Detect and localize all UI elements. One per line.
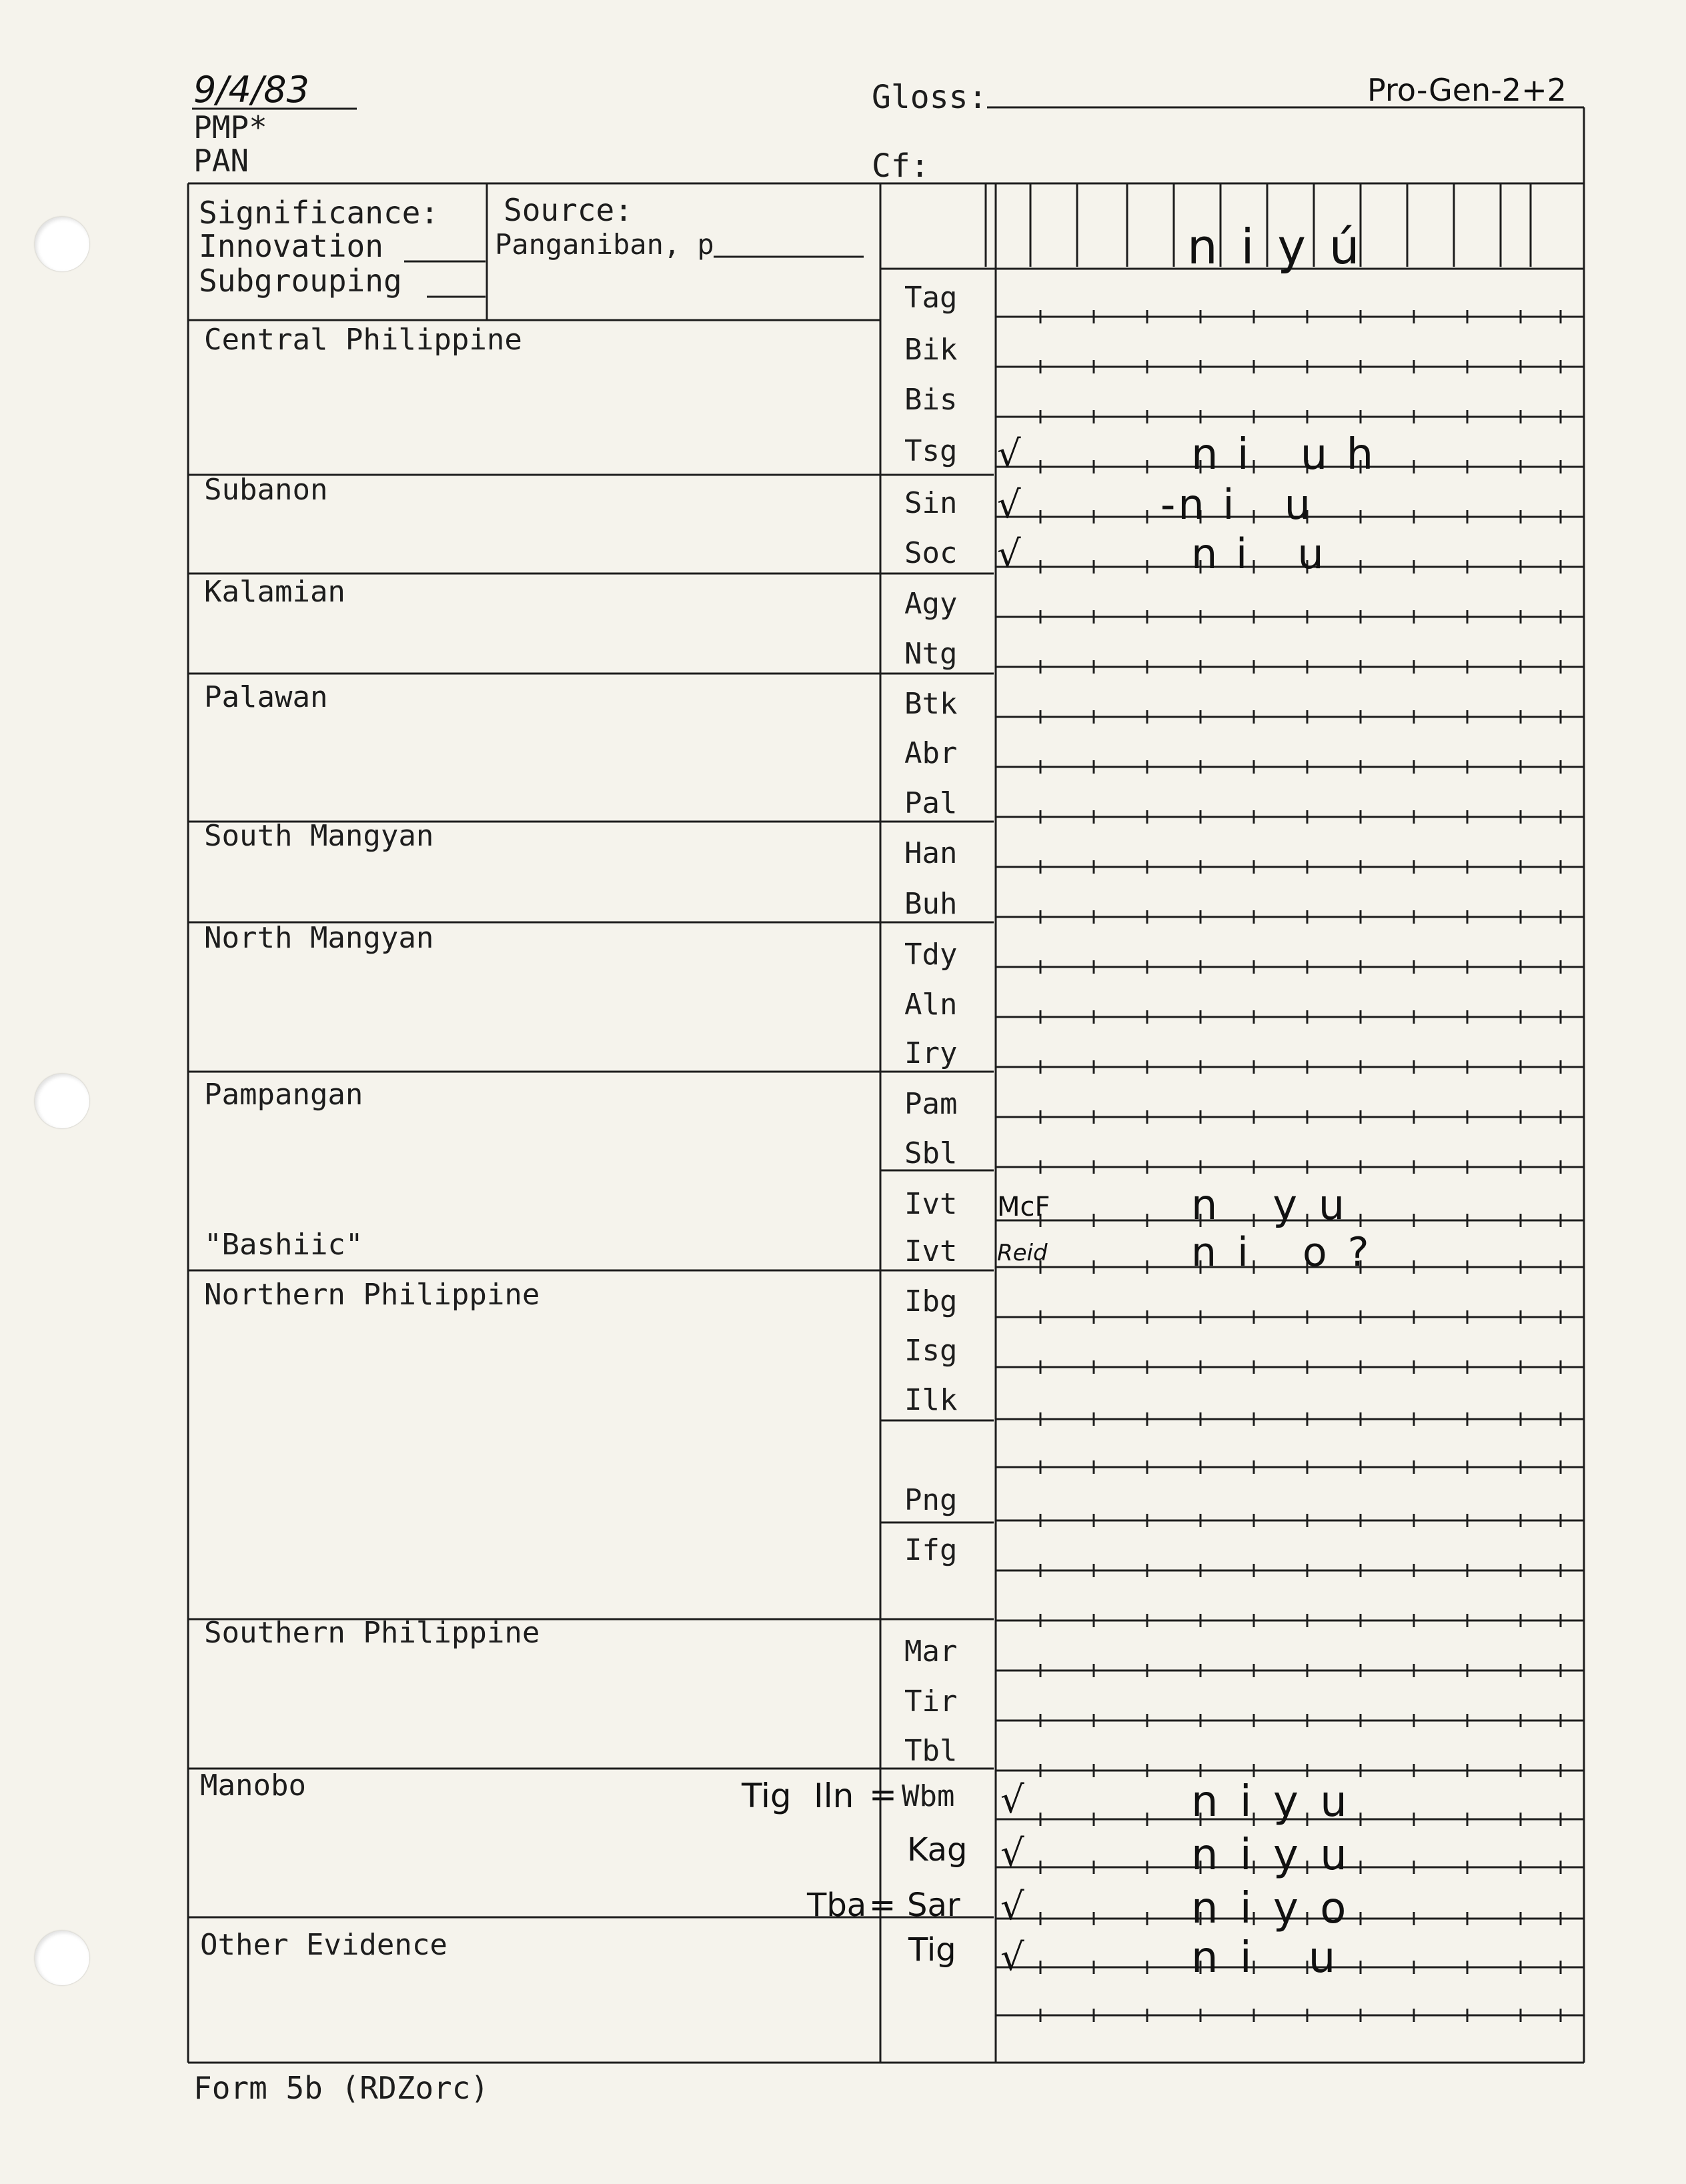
group-manobo: Manobo: [200, 1769, 306, 1803]
lang-aln: Aln: [904, 988, 958, 1022]
soc-form: n i u: [1191, 529, 1327, 578]
pan-label: PAN: [193, 143, 249, 179]
lang-isg: Isg: [904, 1334, 958, 1368]
lang-mar: Mar: [904, 1634, 958, 1669]
lang-bis: Bis: [904, 383, 958, 417]
lang-soc: Soc: [904, 536, 958, 570]
gloss-label: Gloss:: [872, 79, 988, 116]
kag-check: √: [1000, 1832, 1024, 1875]
tig-form: n i u: [1191, 1933, 1340, 1983]
ivt1-form: n y u: [1191, 1180, 1349, 1229]
reference-code: Pro-Gen-2+2: [1367, 72, 1567, 108]
lang-tig: Tig: [908, 1931, 956, 1969]
lang-buh: Buh: [904, 887, 958, 921]
lang-tbl: Tbl: [904, 1734, 958, 1768]
group-north-mangyan: North Mangyan: [204, 921, 434, 955]
lang-tir: Tir: [904, 1685, 958, 1719]
lang-ifg: Ifg: [904, 1533, 958, 1567]
group-pampangan: Pampangan: [204, 1078, 363, 1112]
ivt2-source: Reid: [997, 1240, 1048, 1266]
group-southern-philippine: Southern Philippine: [204, 1616, 540, 1650]
lang-ntg: Ntg: [904, 637, 958, 671]
lang-pal: Pal: [904, 786, 958, 820]
lang-agy: Agy: [904, 587, 958, 621]
tig-check: √: [1000, 1936, 1024, 1979]
lang-iry: Iry: [904, 1036, 958, 1070]
lang-ibg: Ibg: [904, 1284, 958, 1318]
lang-kag: Kag: [907, 1831, 968, 1869]
lang-sbl: Sbl: [904, 1136, 958, 1170]
lang-bik: Bik: [904, 333, 958, 367]
sin-form: -n i u: [1160, 480, 1314, 529]
group-south-mangyan: South Mangyan: [204, 819, 434, 853]
lang-tag: Tag: [904, 281, 958, 315]
ivt1-source: McF: [997, 1192, 1050, 1222]
lang-png: Png: [904, 1483, 958, 1517]
source-label: Source:: [504, 192, 633, 228]
note-iln: Iln: [814, 1777, 854, 1815]
note-tba: Tba: [807, 1887, 867, 1924]
lang-ivt-1: Ivt: [904, 1187, 958, 1221]
headword: n i y ú: [1187, 219, 1364, 275]
wbm-check: √: [1000, 1779, 1024, 1822]
lang-ivt-2: Ivt: [904, 1234, 958, 1268]
group-northern-philippine: Northern Philippine: [204, 1278, 540, 1312]
subgrouping-label: Subgrouping: [199, 263, 402, 299]
note-equals-2: =: [869, 1887, 896, 1924]
lang-sar: Sar: [907, 1887, 960, 1924]
form-footer: Form 5b (RDZorc): [193, 2070, 490, 2106]
sar-check: √: [1000, 1885, 1024, 1929]
lang-tdy: Tdy: [904, 938, 958, 972]
group-subanon: Subanon: [204, 473, 328, 507]
lang-ilk: Ilk: [904, 1383, 958, 1417]
innovation-label: Innovation: [199, 228, 383, 264]
sar-form: n i y o: [1191, 1884, 1351, 1933]
kag-form: n i y u: [1191, 1831, 1351, 1880]
wbm-form: n i y u: [1191, 1777, 1351, 1827]
group-other-evidence: Other Evidence: [200, 1928, 448, 1962]
lang-han: Han: [904, 836, 958, 870]
lang-sin: Sin: [904, 486, 958, 520]
sin-check: √: [997, 483, 1021, 527]
note-equals-1: =: [869, 1775, 897, 1814]
ivt2-form: n i o ?: [1191, 1229, 1373, 1276]
lang-tsg: Tsg: [904, 434, 958, 468]
group-palawan: Palawan: [204, 680, 328, 714]
group-kalamian: Kalamian: [204, 575, 345, 609]
group-bashiic: "Bashiic": [204, 1228, 363, 1262]
date: 9/4/83: [193, 69, 309, 111]
lang-wbm: Wbm: [902, 1779, 955, 1813]
note-tig: Tig: [742, 1777, 792, 1815]
lang-pam: Pam: [904, 1087, 958, 1121]
source-value: Panganiban, p: [495, 228, 714, 261]
soc-check: √: [997, 533, 1021, 576]
pmp-label: PMP*: [193, 109, 267, 145]
tsg-form: n i u h: [1191, 430, 1377, 479]
lang-btk: Btk: [904, 687, 958, 721]
group-central-philippine: Central Philippine: [204, 323, 522, 357]
cf-label: Cf:: [872, 147, 930, 185]
lang-abr: Abr: [904, 736, 958, 770]
tsg-check: √: [997, 433, 1021, 476]
significance-label: Significance:: [199, 195, 440, 231]
